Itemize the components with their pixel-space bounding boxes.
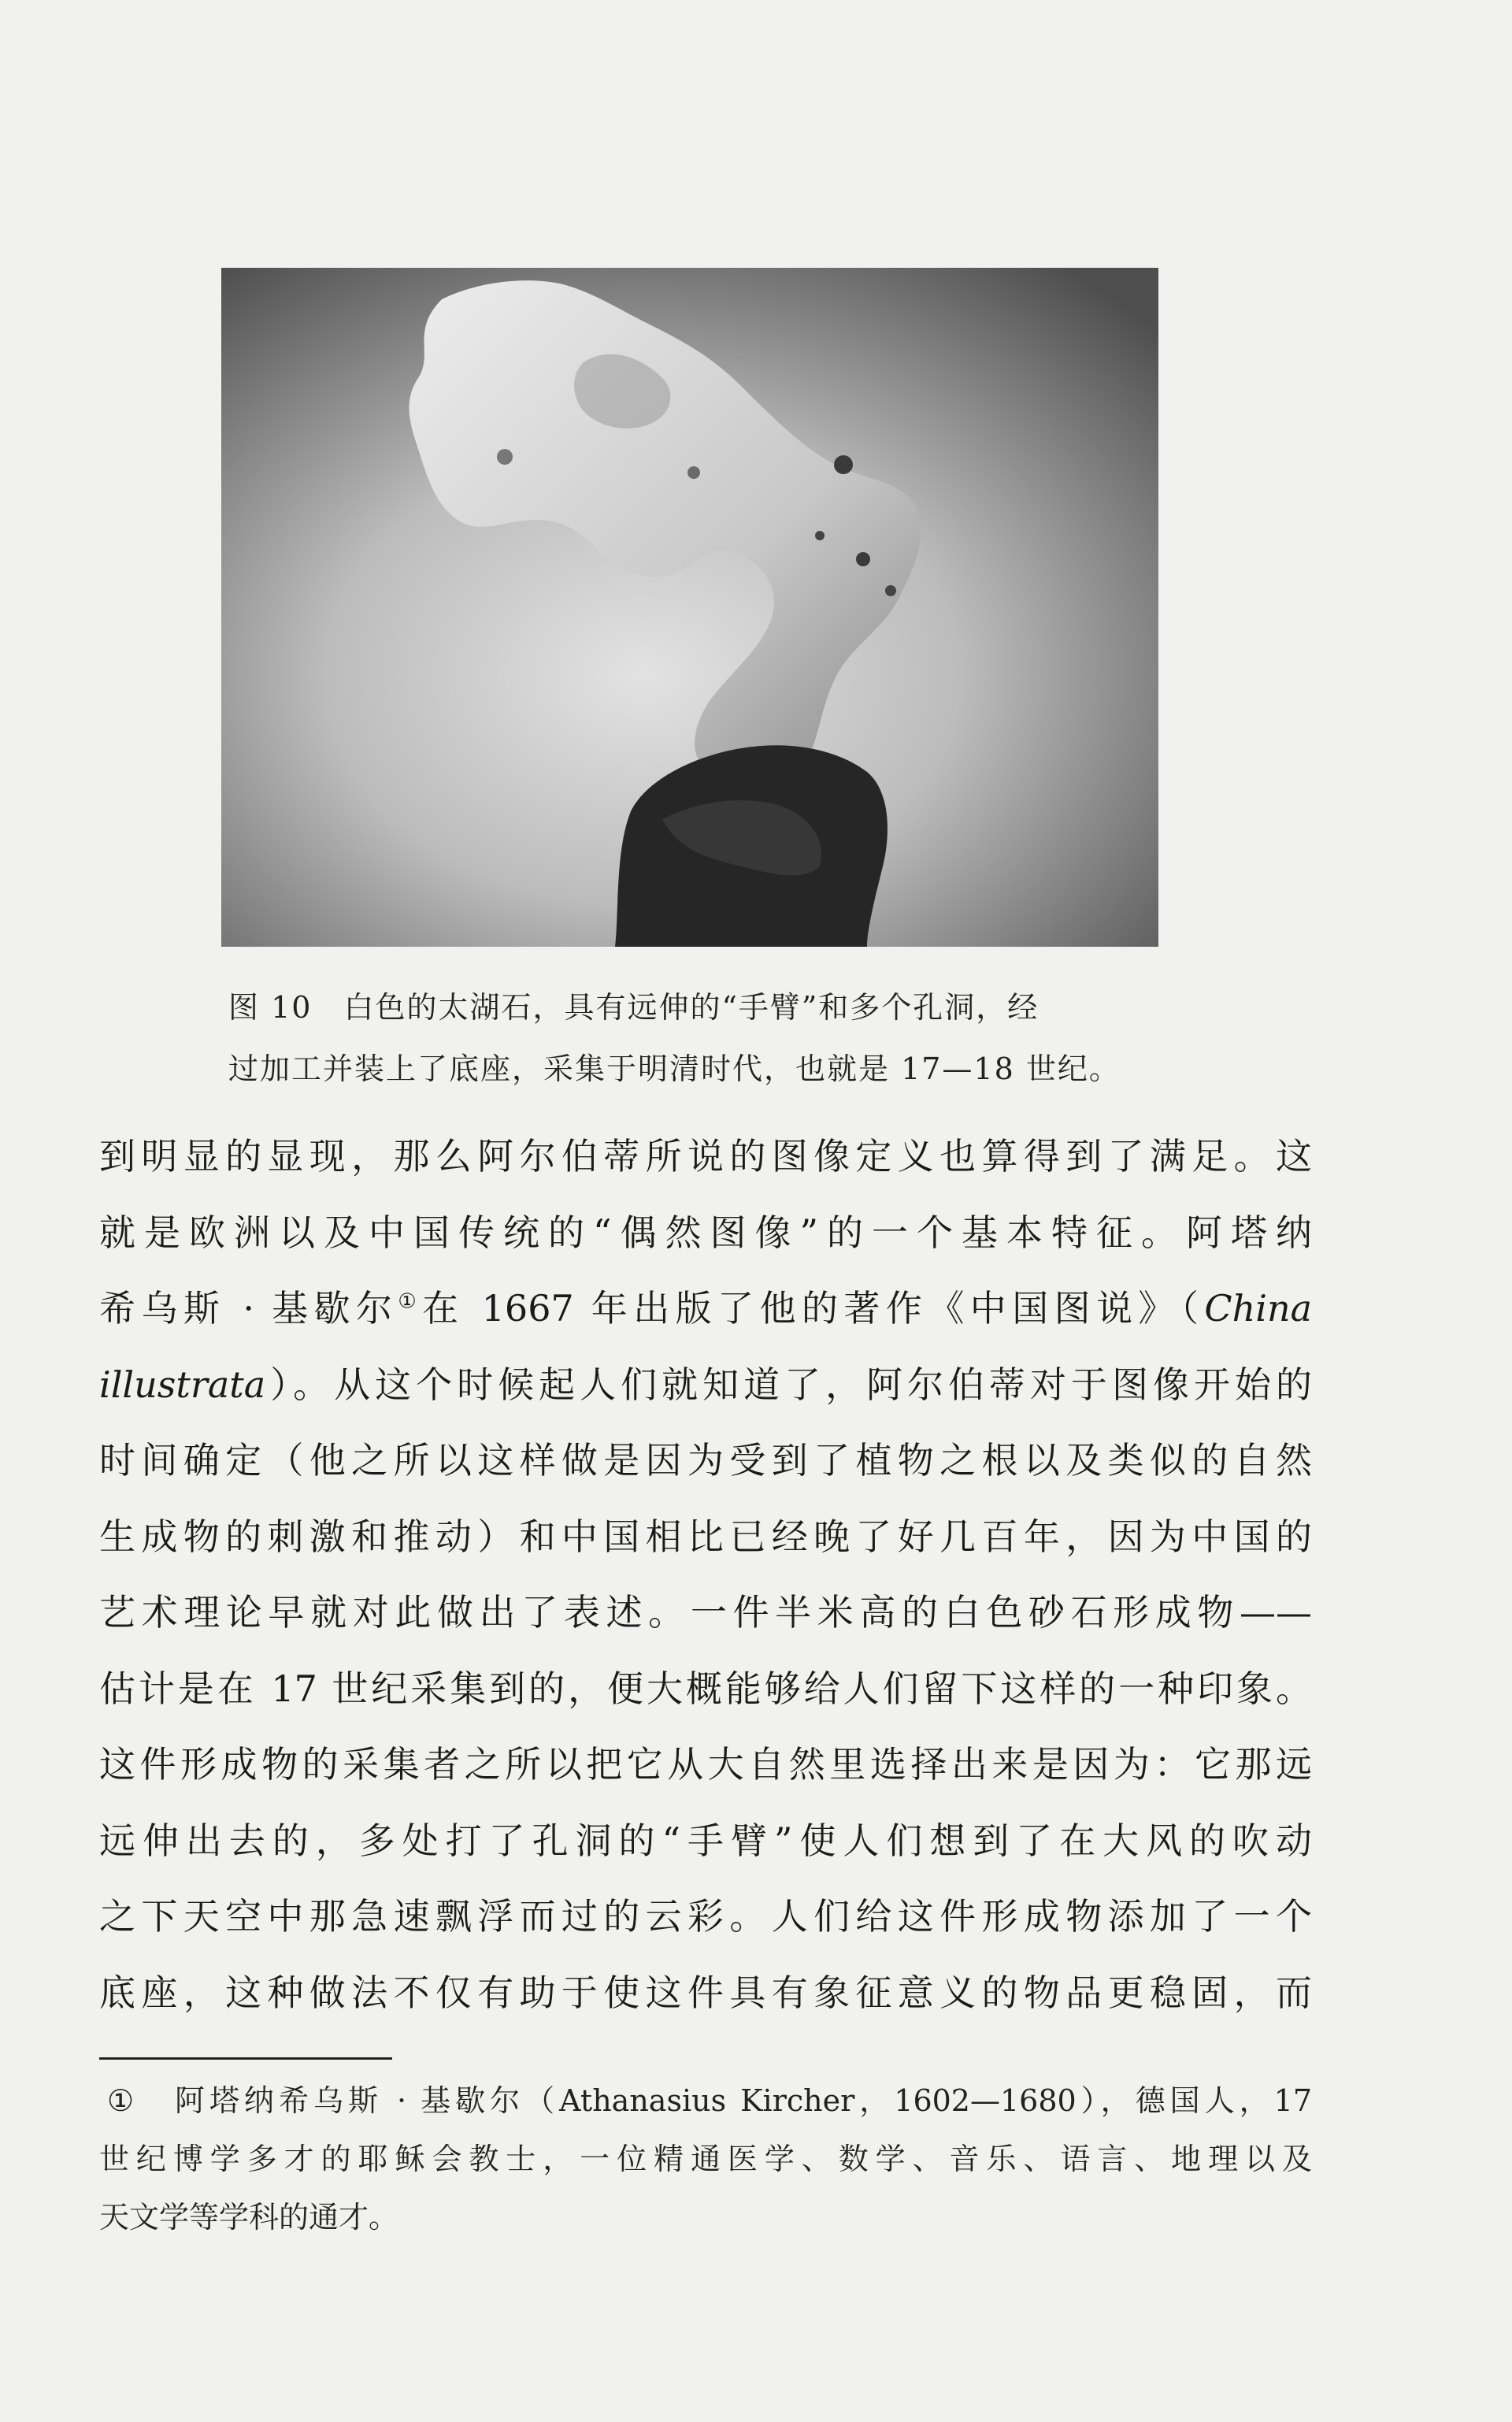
footnote-line-2: 世纪博学多才的耶稣会教士，一位精通医学、数学、音乐、语言、地理以及 — [99, 2142, 1312, 2176]
body-line-9: 这件形成物的采集者之所以把它从大自然里选择出来是因为：它那远 — [99, 1743, 1312, 1786]
body-line-12: 底座，这种做法不仅有助于使这件具有象征意义的物品更稳固，而 — [99, 1971, 1312, 2014]
body-line-1: 到明显的显现，那么阿尔伯蒂所说的图像定义也算得到了满足。这 — [99, 1135, 1312, 1178]
caption-line-1 — [228, 977, 1252, 1038]
body-paragraph — [99, 1118, 1312, 2031]
body-line-10: 远伸出去的，多处打了孔洞的“手臂”使人们想到了在大风的吹动 — [99, 1819, 1312, 1862]
footnote-line-1 — [99, 2071, 1312, 2130]
footnote-divider — [99, 2057, 392, 2060]
footnote-text-1: 阿塔纳希乌斯 · 基歇尔（Athanasius Kircher，1602—1680），德国人，17 — [170, 2083, 1312, 2118]
footnote — [99, 2071, 1312, 2246]
body-line-5: 时间确定（他之所以这样做是因为受到了植物之根以及类似的自然 — [99, 1439, 1312, 1482]
body-line-4-italic: illustrata — [99, 1363, 266, 1406]
body-line-3-b: 在 1667 年出版了他的著作《中国图说》（ — [422, 1287, 1205, 1330]
caption-text-1: 白色的太湖石，具有远伸的“手臂”和多个孔洞，经 — [343, 990, 1040, 1025]
body-line-3-italic: China — [1204, 1287, 1312, 1330]
body-line-7: 艺术理论早就对此做出了表述。一件半米高的白色砂石形成物—— — [99, 1591, 1312, 1634]
body-line-8: 估计是在 17 世纪采集到的，便大概能够给人们留下这样的一种印象。 — [99, 1667, 1312, 1710]
footnote-reference[interactable]: ① — [398, 1289, 423, 1314]
body-line-3-a: 希乌斯 · 基歇尔 — [99, 1287, 398, 1330]
taihu-rock-photo-icon — [221, 268, 1158, 947]
caption-label: 图 10 — [228, 990, 313, 1025]
footnote-line-3: 天文学等学科的通才。 — [99, 2200, 399, 2235]
body-line-4 — [99, 1347, 1312, 1423]
taihu-rock-photo — [221, 268, 1158, 947]
body-line-4-b: ）。从这个时候起人们就知道了，阿尔伯蒂对于图像开始的 — [265, 1363, 1312, 1406]
body-line-2: 就是欧洲以及中国传统的“偶然图像”的一个基本特征。阿塔纳 — [99, 1211, 1312, 1254]
caption-line-2: 过加工并装上了底座，采集于明清时代，也就是 17—18 世纪。 — [228, 1052, 1121, 1086]
figure-caption — [228, 977, 1252, 1100]
body-line-6: 生成物的刺激和推动）和中国相比已经晚了好几百年，因为中国的 — [99, 1515, 1312, 1558]
body-line-11: 之下天空中那急速飘浮而过的云彩。人们给这件形成物添加了一个 — [99, 1895, 1312, 1938]
body-line-3 — [99, 1270, 1312, 1347]
footnote-number: ① — [107, 2083, 135, 2118]
